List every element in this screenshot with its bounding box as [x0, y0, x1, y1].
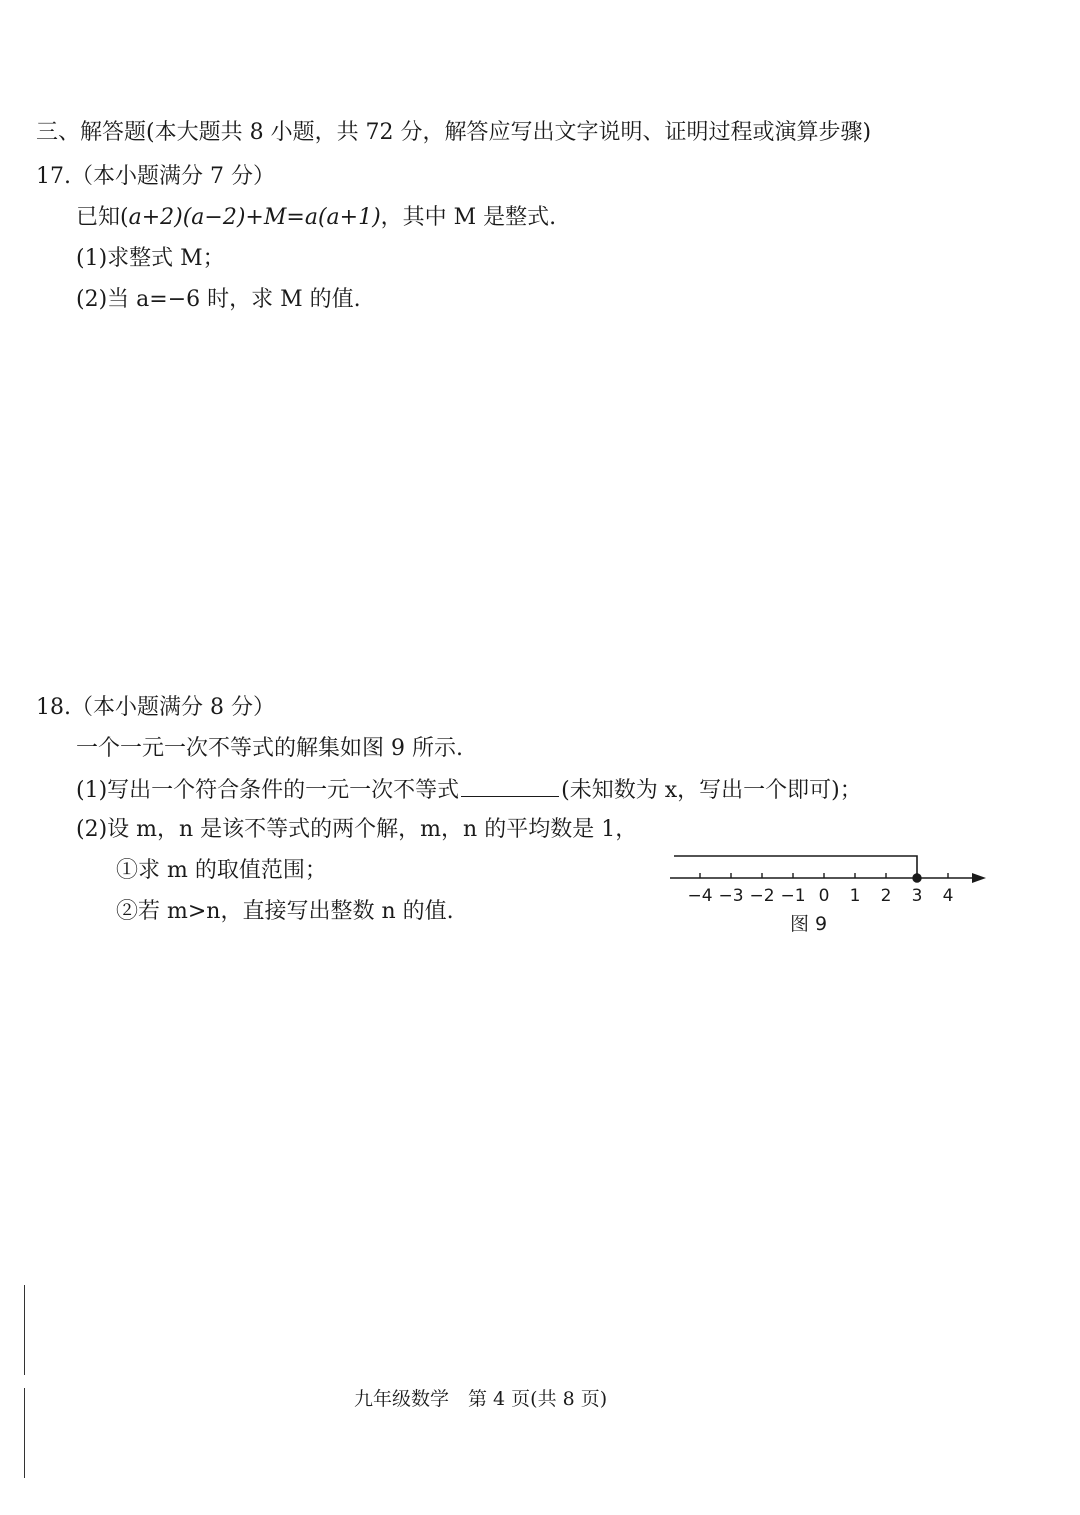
tick-label: −1	[780, 886, 806, 906]
tick-label: 3	[911, 886, 923, 906]
page-footer: 九年级数学 第 4 页(共 8 页)	[354, 1388, 608, 1410]
q17-part2: (2)当 a=−6 时，求 M 的值.	[76, 287, 361, 312]
q18-part1: (1)写出一个符合条件的一元一次不等式 (未知数为 x，写出一个即可)；	[76, 774, 862, 806]
number-line	[670, 856, 986, 906]
figure-caption: 图 9	[790, 913, 828, 935]
tick-label: −3	[718, 886, 744, 906]
tick-label: 1	[849, 886, 861, 906]
q17-stem: 已知(a+2)(a−2)+M=a(a+1)，其中 M 是整式.	[76, 205, 557, 230]
q18-sub1: ①求 m 的取值范围；	[116, 858, 327, 883]
q17-part1: (1)求整式 M；	[76, 246, 225, 271]
endpoint-dot	[913, 874, 921, 882]
binding-margin-line	[24, 1388, 25, 1478]
q18-part2: (2)设 m，n 是该不等式的两个解，m，n 的平均数是 1，	[76, 817, 638, 842]
section-heading: 三、解答题(本大题共 8 小题，共 72 分，解答应写出文字说明、证明过程或演算步骤)	[36, 120, 872, 145]
axis-arrow-icon	[972, 873, 986, 883]
q17-header: 17.（本小题满分 7 分）	[36, 164, 275, 189]
tick-label: −2	[749, 886, 775, 906]
tick-label: −4	[687, 886, 713, 906]
tick-label: 0	[818, 886, 830, 906]
solution-set-bracket	[674, 856, 917, 878]
q18-sub2: ②若 m>n，直接写出整数 n 的值.	[116, 899, 454, 924]
q18-header: 18.（本小题满分 8 分）	[36, 695, 275, 720]
tick-label: 4	[942, 886, 954, 906]
q18-stem: 一个一元一次不等式的解集如图 9 所示.	[76, 736, 463, 761]
binding-margin-line	[24, 1285, 25, 1375]
tick-label: 2	[880, 886, 892, 906]
answer-blank[interactable]	[461, 774, 559, 797]
number-line-figure	[660, 848, 1000, 948]
